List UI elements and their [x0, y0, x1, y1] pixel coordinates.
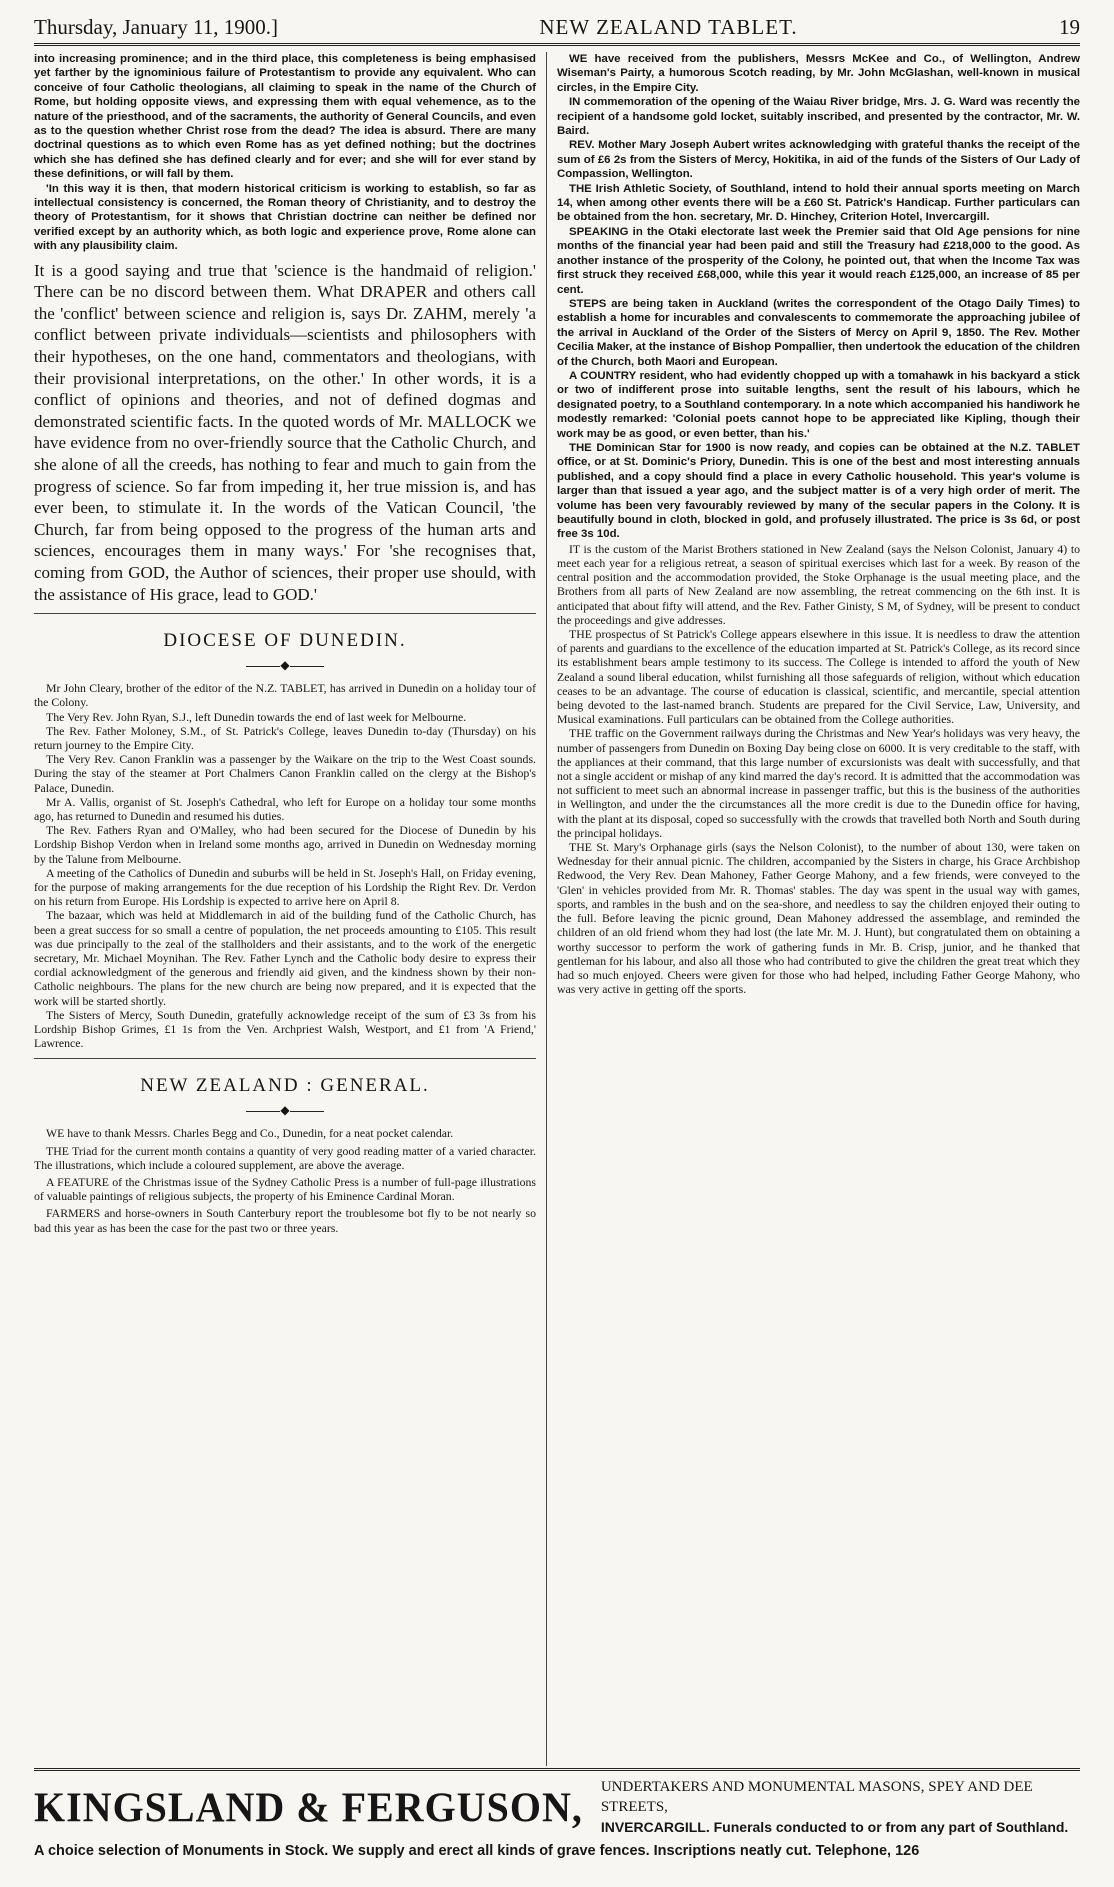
diocese-news	[34, 681, 536, 1050]
general-heading: NEW ZEALAND : GENERAL.	[140, 1075, 430, 1097]
news-item: Mr John Cleary, brother of the editor of the N.Z. TABLET, has arrived in Dunedin on a holiday tour of the Colony.	[34, 681, 536, 710]
ornament-divider: ◆	[34, 1103, 536, 1118]
news-item: The Rev. Fathers Ryan and O'Malley, who had been secured for the Diocese of Dunedin by his Lordship Bishop Verdon when in Ireland some months ago, arrived in Dunedin on Wednesday morning by the Talune from Melbourne.	[34, 823, 536, 866]
section-divider	[34, 1058, 536, 1059]
news-item: REV. Mother Mary Joseph Aubert writes acknowledging with grateful thanks the receipt of the sum of £6 2s from the Sisters of Mercy, Hokitika, in aid of the funds of the Sisters of Our Lady of Compassion, Wellington.	[557, 139, 1080, 181]
ornament-divider: ◆	[34, 658, 536, 673]
right-column	[546, 52, 1080, 1766]
right-news-continued	[557, 542, 1080, 997]
page-number: 19	[1059, 15, 1080, 39]
issue-date: Thursday, January 11, 1900.]	[34, 15, 278, 39]
news-item: IN commemoration of the opening of the Waiau River bridge, Mrs. J. G. Ward was recently the recipient of a handsome gold locket, suitably inscribed, and presented by the contractor, Mr. W. Baird.	[557, 96, 1080, 138]
news-item: WE have to thank Messrs. Charles Begg and Co., Dunedin, for a neat pocket calendar.	[46, 1126, 454, 1141]
news-item: A COUNTRY resident, who had evidently chopped up with a tomahawk in his backyard a stick or two of indifferent prose into suitable lengths, sent the result of his labours, which he designated poetry, to a Southland contemporary. In a note which accompanied his handiwork he modestly remarked: 'Colonial poets cannot hope to be appreciated like Kipling, though their work may be as good, or even better, than his.'	[557, 369, 1080, 440]
essay-block	[34, 260, 536, 606]
news-item: The Very Rev. John Ryan, S.J., left Dunedin towards the end of last week for Melbourne.	[46, 709, 467, 724]
news-item: THE prospectus of St Patrick's College appears elsewhere in this issue. It is needless to draw the attention of parents and guardians to the excellence of the education imparted at St. Patrick's College, as its record since its establishment bears ample testimony to its success. The College is intended to afford the youth of New Zealand a sound liberal education, whilst furnishing all those safeguards of religion, without which education ceases to be an advantage. The course of education is classical, scientific, and mercantile, special attention being devoted to the last-named branch. Students are prepared for the Civil Service, Law, University, and Musical examinations. Full particulars can be obtained from the College authorities.	[557, 627, 1080, 727]
diocese-heading: DIOCESE OF DUNEDIN.	[163, 630, 407, 652]
news-item: THE Triad for the current month contains a quantity of very good reading matter of a varied character. The illustrations, which include a coloured supplement, are above the average.	[34, 1143, 536, 1172]
ad-brand: KINGSLAND & FERGUSON,	[34, 1783, 583, 1831]
news-item: The Very Rev. Canon Franklin was a passenger by the Waikare on the trip to the West Coast sounds. During the stay of the steamer at Port Chalmers Canon Franklin called on the clergy at the Bishop's Palace, Dunedin.	[34, 752, 536, 795]
news-item: THE Dominican Star for 1900 is now ready, and copies can be obtained at the N.Z. TABLET office, or at St. Dominic's Priory, Dunedin. This is one of the best and most interesting annuals published, and a copy should find a place in every Catholic household. This year's volume is larger than that issued a year ago, and the subject matter is of a very high order of merit. The volume has been very favourably reviewed by many of the secular papers in the Colony. It is beautifully bound in cloth, blocked in gold, and profusely illustrated. The price is 3s 6d, or post free 3s 10d.	[557, 441, 1080, 541]
ad-tagline: A choice selection of Monuments in Stock. We supply and erect all kinds of grave fences. Inscriptions neatly cut. Telephone, 126	[34, 1843, 920, 1859]
right-news	[557, 52, 1080, 542]
news-item: THE traffic on the Government railways during the Christmas and New Year's holidays was very heavy, the number of passengers from Dunedin on Boxing Day being close on 6000. It is very creditable to the staff, with the appliances at their command, that this large number of excursionists was dealt with successfully, and that not a single accident or mishap of any kind marred the day's record. It is admitted that the accommodation was not sufficient to meet such an abnormal increase in passenger traffic, but this is the business of the authorities in Wellington, and under the the circumstances all the more credit is due to the Dunedin office for having, with the plant at its disposal, coped so successfully with the crowds that travelled both North and South during the principal holidays.	[557, 726, 1080, 840]
intro-paragraph: into increasing prominence; and in the third place, this completeness is being emphasised yet farther by the ignominious failure of Protestantism to provide any equivalent. Who can conceive of four Catholic theologians, all claiming to speak in the name of the Church of Rome, but holding opposite views, and expressing them with equal vehemence, as to the nature of the priesthood, and of the sacraments, the authority of General Councils, and even as to the question whether Christ rose from the dead? The idea is absurd. There are many doctrinal questions as to which even Rome has as yet defined nothing; but the doctrines which she has defined she has defined clearly and for ever; and she will for ever stand by these definitions, or will fall by them.	[34, 53, 536, 181]
news-item: STEPS are being taken in Auckland (writes the correspondent of the Otago Daily Times) to establish a home for incurables and convalescents to commemorate the approaching jubilee of the arrival in Auckland of the Order of the Sisters of Mercy on April 9, 1850. The Rev. Mother Cecilia Maker, at the instance of Bishop Pompallier, then undertook the education of the children of the Church, both Maori and European.	[557, 297, 1080, 368]
news-item: SPEAKING in the Otaki electorate last week the Premier said that Old Age pensions for nine months of the financial year had been paid and still the Treasury had £218,000 to the good. As another instance of the prosperity of the Colony, he pointed out, that when the Income Tax was first struck they received £68,000, while this year it would reach £125,000, an increase of 85 per cent.	[557, 225, 1080, 296]
ad-line-2: INVERCARGILL. Funerals conducted to or from any part of Southland.	[600, 1819, 1069, 1835]
ad-row	[34, 1777, 1080, 1837]
news-item: WE have received from the publishers, Messrs McKee and Co., of Wellington, Andrew Wiseman's Pairty, a humorous Scotch reading, by Mr. John McGlashan, well-known in musical circles, in the Empire City.	[557, 53, 1080, 94]
left-column	[34, 52, 546, 1766]
news-item: A meeting of the Catholics of Dunedin and suburbs will be held in St. Joseph's Hall, on Friday evening, for the purpose of making arrangements for the due reception of his Lordship the Right Rev. Dr. Verdon on his return from Europe. His Lordship is expected to arrive here on April 8.	[34, 865, 536, 909]
general-news	[34, 1126, 536, 1234]
masthead	[34, 6, 1080, 46]
advertisement	[34, 1768, 1080, 1878]
news-item: The Rev. Father Moloney, S.M., of St. Patrick's College, leaves Dunedin to-day (Thursday) on his return journey to the Empire City.	[34, 723, 536, 752]
section-divider	[34, 613, 536, 614]
news-item: Mr A. Vallis, organist of St. Joseph's Cathedral, who left for Europe on a holiday tour some months ago, has returned to Dunedin and resumed his duties.	[34, 794, 536, 824]
news-item: The bazaar, which was held at Middlemarch in aid of the building fund of the Catholic Church, has been a great success for so small a centre of population, the net proceeds amounting to £105. This result was due principally to the zeal of the stallholders and their assistants, and to the work of the energetic secretary, Mr. Michael Moynihan. The Rev. Father Lynch and the Catholic body desire to express their cordial acknowledgment of the generous and friendly aid given, and the kindness shown by their non-Catholic neighbours. The plans for the new church are being now prepared, and it is expected that the work will be started shortly.	[34, 908, 536, 1008]
intro-block	[34, 52, 536, 254]
news-item: A FEATURE of the Christmas issue of the Sydney Catholic Press is a number of full-page illustrations of valuable paintings of religious subjects, the property of his Eminence Cardinal Moran.	[34, 1175, 536, 1204]
news-item: THE St. Mary's Orphanage girls (says the Nelson Colonist), to the number of about 130, were taken on Wednesday for their annual picnic. The children, accompanied by the Sisters in charge, his Grace Archbishop Redwood, the Very Rev. Dean Mahoney, Father George Mahony, and a few friends, were conveyed to the 'Glen' in vehicles provided from Mr. R. Thomas' stables. The day was spent in the usual way with games, sports, and rambles in the bush and on the sea-shore, and needless to say the children enjoyed their outing to the full. Before leaving the picnic ground, Dean Mahoney addressed the assemblage, and reminded the children of an old friend whom they had lost (the late Mr. M. J. Hunt), but congratulated them on obtaining a worthy successor to perform the work of gathering funds in Mr. B. Crisp, junior, and he thanked that gentleman for his labour, and also all those who had contributed to give the children the great treat which they had so much enjoyed. Cheers were given for those who had helped, including Father George Mahony, who was very active in getting off the sports.	[557, 840, 1080, 997]
body-columns	[34, 52, 1080, 1766]
intro-paragraph: 'In this way it is then, that modern historical criticism is working to establish, so far as intellectual consistency is concerned, the Roman theory of Christianity, and to destroy the theory of Protestantism, for it shows that Christian doctrine can neither be defined nor verified except by an authority which, as both logic and experience prove, Rome alone can with any plausibility claim.	[34, 182, 536, 253]
essay-paragraph: It is a good saying and true that 'science is the handmaid of religion.' There can be no discord between them. What DRAPER and others call the 'conflict' between science and religion is, says Dr. ZAHM, merely 'a conflict between private individuals—scientists and philosophers with their hypotheses, on the one hand, commentators and theologians, with their provisional interpretations, on the other.' In other words, it is a conflict of opinions and theories, and not of defined dogmas and demonstrated scientific facts. In the quoted words of Mr. MALLOCK we have evidence from no over-friendly source that the Catholic Church, and she alone of all the creeds, has nothing to fear and much to gain from the progress of science. So far from impeding it, her true mission is, and has ever been, to stimulate it. In the words of the Vatican Council, 'the Church, far from being opposed to the progress of the human arts and sciences, encourages them in many ways.' For 'she recognises that, coming from GOD, the Author of sciences, their proper use should, with the assistance of His grace, lead to GOD.'	[34, 260, 536, 604]
news-item: IT is the custom of the Marist Brothers stationed in New Zealand (says the Nelson Colonist, January 4) to meet each year for a religious retreat, a season of spiritual exercises which last for a week. By reason of the central position and the accommodation provided, the Stoke Orphanage is the usual meeting place, and the Brothers from all parts of New Zealand are now assembling, the retreat commencing on the 6th inst. It is anticipated that about fifty will attend, and the Rev. Father Ginisty, S M, of Sydney, will be present to conduct the proceedings and give addresses.	[557, 541, 1080, 627]
news-item: THE Irish Athletic Society, of Southland, intend to hold their annual sports meeting on March 14, when among other events there will be a £60 St. Patrick's Handicap. Further particulars can be obtained from the hon. secretary, Mr. D. Hinchey, Criterion Hotel, Invercargill.	[557, 182, 1080, 224]
paper-title: NEW ZEALAND TABLET.	[539, 15, 798, 39]
news-item: FARMERS and horse-owners in South Canterbury report the troublesome bot fly to be not nearly so bad this year as has been the case for the past two or three years.	[34, 1206, 536, 1235]
ad-line-1: UNDERTAKERS AND MONUMENTAL MASONS, SPEY AND DEE STREETS,	[600, 1779, 1033, 1815]
ad-info	[601, 1777, 1080, 1837]
news-item: The Sisters of Mercy, South Dunedin, gratefully acknowledge receipt of the sum of £3 3s from his Lordship Bishop Grimes, £1 1s from the Ven. Archpriest Walsh, Westport, and £1 from 'A Friend,' Lawrence.	[34, 1007, 536, 1051]
